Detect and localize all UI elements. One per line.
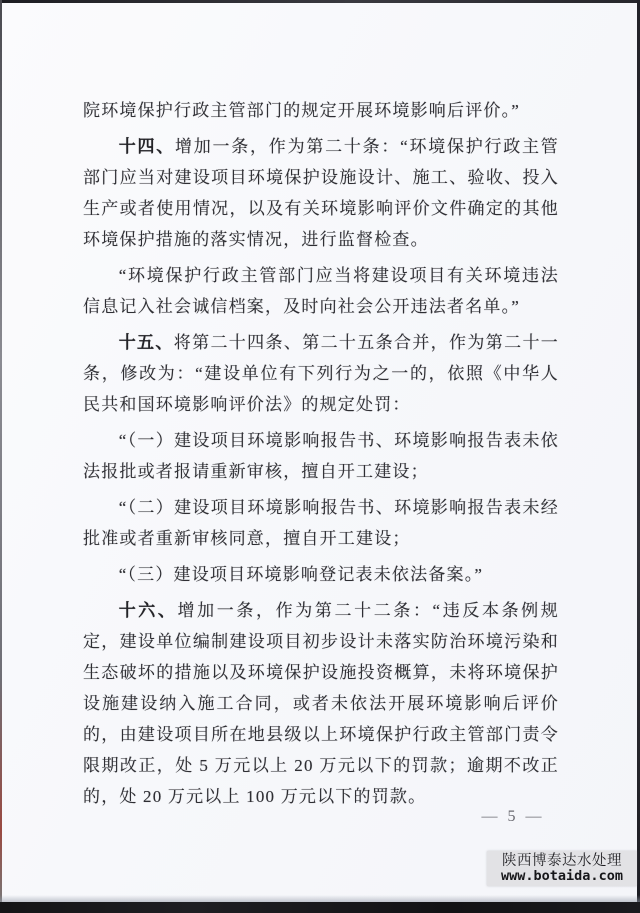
scan-edge-top [0,0,640,3]
paragraph-text: 院环境保护行政主管部门的规定开展环境影响后评价。” [83,101,521,120]
scan-edge-bottom-fade [0,895,640,902]
paragraph [83,492,559,554]
paragraph-text: 将第二十四条、第二十五条合并，作为第二十一条，修改为：“建设单位有下列行为之一的，依照《中华人民共和国环境影响评价法》的规定处罚： [83,333,559,414]
section-number: 十四、 [118,137,175,156]
page-number: — 5 — [481,808,545,825]
paragraph-text: “（三）建设项目环境影响登记表未依法备案。” [118,565,484,584]
paragraph-text: 增加一条，作为第二十条：“环境保护行政主管部门应当对建设项目环境保护设施设计、施工、验收、投入生产或者使用情况，以及有关环境影响评价文件确定的其他环境保护措施的落实情况，进行监督检查。 [83,137,559,249]
paragraph [83,95,559,126]
watermark-website-url: www.botaida.com [501,868,623,884]
paragraph [83,260,559,322]
paragraph [83,559,559,590]
paragraph-text: “（一）建设项目环境影响报告书、环境影响报告表未依法报批或者报请重新审核，擅自开工建设； [83,431,559,481]
section-number: 十六、 [118,601,178,620]
watermark-badge [487,851,637,886]
paragraph-text: 增加一条，作为第二十二条：“违反本条例规定，建设单位编制建设项目初步设计未落实防治环境污染和生态破坏的措施以及环境保护设施投资概算，未将环境保护设施建设纳入施工合同，或者未依法开展环境影响后评价的，由建设项目所在地县级以上环境保护行政主管部门责令限期改正，处 5 万元以上 20 万元以下的罚款；逾期不改正的，处 20 万元以上 100 万元以下的罚款。 [83,601,559,806]
paragraph [83,131,559,255]
paragraph-text: “（二）建设项目环境影响报告书、环境影响报告表未经批准或者重新审核同意，擅自开工建设； [83,498,559,548]
watermark-company-name: 陕西博泰达水处理 [502,853,622,869]
section-number: 十五、 [118,333,174,352]
scan-edge-left [0,0,2,903]
scan-edge-bottom [0,902,640,913]
paragraph [83,425,559,487]
paragraph-text: “环境保护行政主管部门应当将建设项目有关环境违法信息记入社会诚信档案，及时向社会公开违法者名单。” [83,266,559,316]
paragraph [83,327,559,420]
document-body [83,95,559,817]
paragraph [83,595,559,812]
